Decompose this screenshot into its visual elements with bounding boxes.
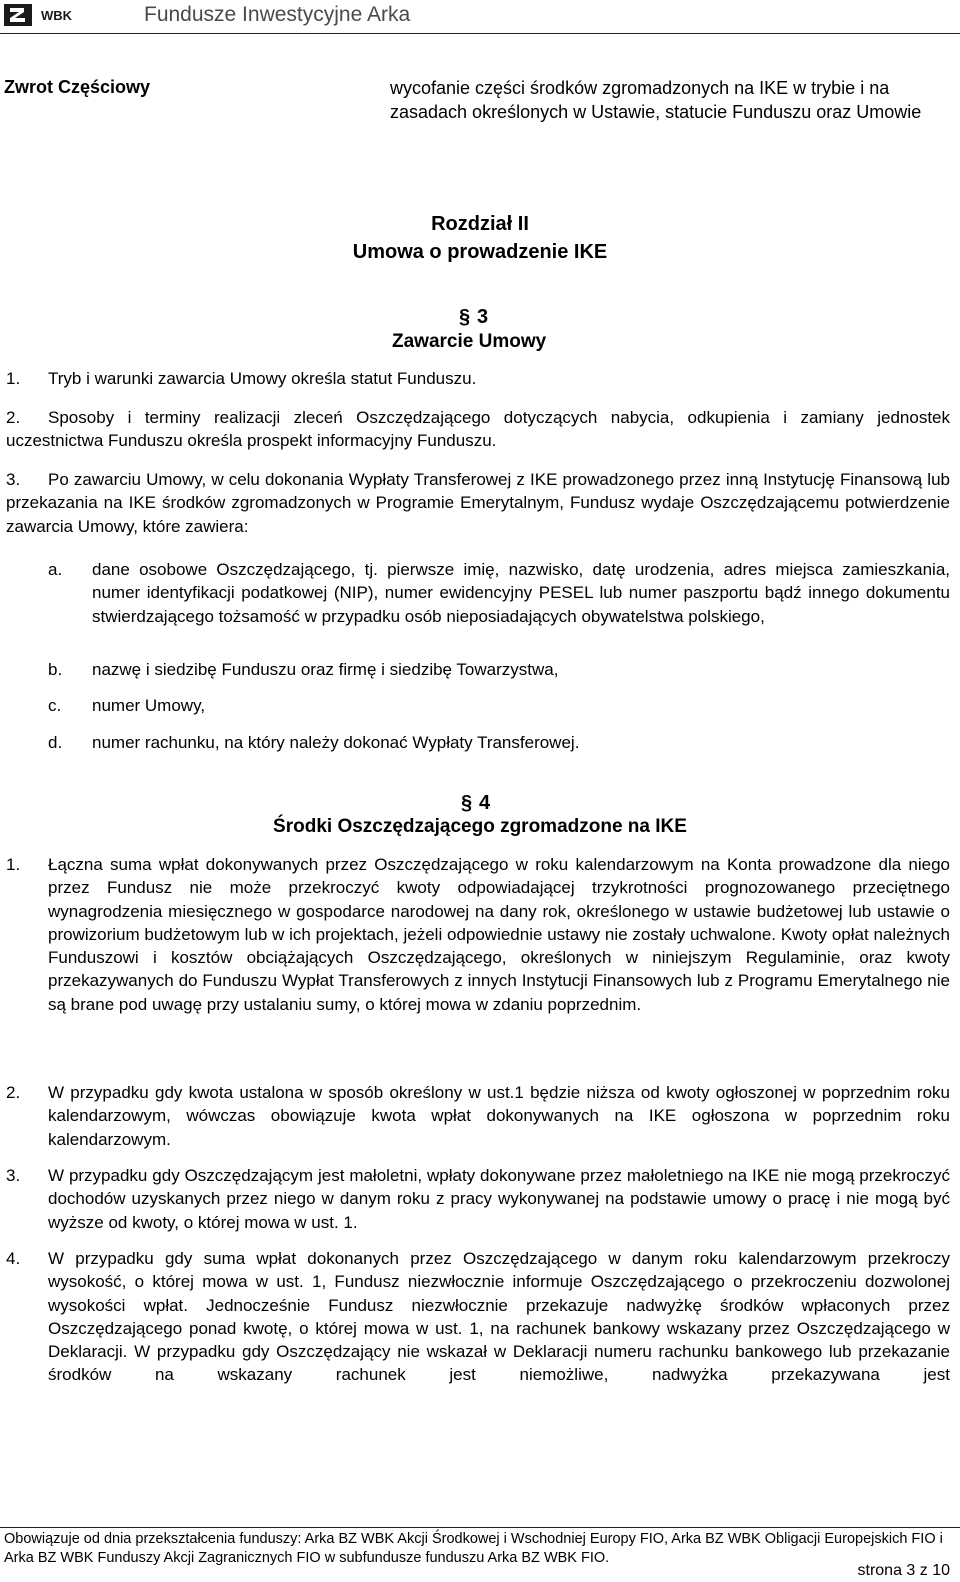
s4-item-3-num: 3.: [6, 1166, 21, 1185]
definition-text: wycofanie części środków zgromadzonych na IKE w trybie i na zasadach określonych w Ustawie, statucie Funduszu oraz Umowie: [390, 78, 922, 122]
s3-subitem-b-text: nazwę i siedzibę Funduszu oraz firmę i siedzibę Towarzystwa,: [92, 660, 559, 679]
s3-item-1-text: Tryb i warunki zawarcia Umowy określa statut Funduszu.: [48, 369, 477, 388]
s4-item-4-text: W przypadku gdy suma wpłat dokonanych przez Oszczędzającego w danym roku kalendarzowym przekroczy wysokość, o której mowa w ust. 1, Fundusz niezwłocznie informuje Oszczędzającego o przekroczeniu dozwolonej wysokości wpłat. Jednocześnie Fundusz niezwłocznie przekazuje nadwyżkę środków wpłaconych przez Oszczędzającego ponad kwotę, o której mowa w ust. 1, na rachunek bankowy wskazany przez Oszczędzającego w Deklaracji. W przypadku gdy Oszczędzający nie wskazał w Deklaracji numeru rachunku bankowego lub przekazanie środków na wskazany rachunek jest niemożliwe, nadwyżka przekazywana jest: [48, 1249, 950, 1385]
s3-item-2-body: Sposoby i terminy realizacji zleceń Oszczędzającego dotyczących nabycia, odkupienia i zamiany jednostek uczestnictwa Funduszu określa prospekt informacyjny Funduszu.: [6, 408, 950, 451]
s3-subitem-c-num: c.: [48, 696, 62, 715]
definition-term: Zwrot Częściowy: [4, 77, 151, 97]
page-number: strona 3 z 10: [857, 1562, 950, 1579]
s3-subitem-d-text: numer rachunku, na który należy dokonać Wypłaty Transferowej.: [92, 733, 580, 752]
page-header: [0, 0, 960, 32]
s3-subitem-d-num: d.: [48, 733, 63, 752]
footer-note: Obowiązuje od dnia przekształcenia funduszy: Arka BZ WBK Akcji Środkowej i Wschodniej Europy FIO, Arka BZ WBK Obligacji Europejskich FIO i Arka BZ WBK Funduszy Akcji Zagranicznych FIO w subfundusze funduszu Arka BZ WBK FIO.: [4, 1531, 943, 1566]
s3-item-3-num: 3.: [6, 470, 21, 489]
s3-item-1-num: 1.: [6, 369, 21, 388]
svg-text:WBK: WBK: [41, 8, 73, 23]
bz-wbk-logo: [4, 4, 120, 26]
section-4-sign: §: [461, 792, 473, 814]
s4-item-2-text: W przypadku gdy kwota ustalona w sposób określony w ust.1 będzie niższa od kwoty ogłoszonej w poprzednim roku kalendarzowym, wówczas obowiązuje kwota wpłat dokonywanych na IKE ogłoszona w poprzednim roku kalendarzowym.: [48, 1083, 950, 1149]
s3-item-3-text: Po zawarciu Umowy, w celu dokonania Wypłaty Transferowej z IKE prowadzonego przez inną Instytucję Finansową lub przekazania na IKE środków zgromadzonych w Programie Emerytalnym, Fundusz wydaje Oszczędzającemu potwierdzenie zawarcia Umowy, które zawiera:: [6, 470, 950, 536]
section-3-sign: §: [459, 306, 471, 328]
s3-subitem-a-num: a.: [48, 560, 63, 579]
header-divider: [0, 33, 960, 34]
section-3-number: 3: [477, 306, 489, 328]
section-3-title: Zawarcie Umowy: [392, 331, 547, 352]
s3-subitem-a-text: dane osobowe Oszczędzającego, tj. pierwsze imię, nazwisko, datę urodzenia, adres miejsca zamieszkania, numer identyfikacji podatkowej (NIP), numer ewidencyjny PESEL lub numer paszportu bądź innego dokumentu stwierdzającego tożsamość w przypadku osób nieposiadających obywatelstwa polskiego,: [92, 560, 950, 626]
s4-item-1-num: 1.: [6, 855, 21, 874]
s4-item-3-text: W przypadku gdy Oszczędzającym jest małoletni, wpłaty dokonywane przez małoletniego na IKE nie mogą przekroczyć dochodów uzyskanych przez niego w danym roku z pracy wykonywanej na podstawie umowy o pracę i nie mogą być wyższe od kwoty, o której mowa w ust. 1.: [48, 1166, 950, 1232]
s3-subitem-c-text: numer Umowy,: [92, 696, 206, 715]
s3-subitem-b-num: b.: [48, 660, 63, 679]
section-4-number: 4: [479, 792, 491, 814]
chapter-number: Rozdział II: [431, 213, 529, 235]
header-title: Fundusze Inwestycyjne Arka: [144, 3, 411, 26]
s4-item-2-num: 2.: [6, 1083, 21, 1102]
footer-divider: [0, 1527, 960, 1528]
s3-item-2-num: 2.: [6, 408, 21, 427]
s4-item-1-text: Łączna suma wpłat dokonywanych przez Oszczędzającego w roku kalendarzowym na Konta prowadzone dla niego przez Fundusz nie może przekroczyć kwoty odpowiadającej trzykrotności prognozowanego przeciętnego wynagrodzenia miesięcznego w gospodarce narodowej na dany rok, określonego w ustawie budżetowej lub ustawie o prowizorium budżetowym lub w ich projektach, jeżeli odpowiednie ustawy nie zostały uchwalone. Kwoty opłat należnych Funduszowi i kosztów obciążających Oszczędzającego, określonych w niniejszym Regulaminie, oraz kwoty przekazywanych do Funduszu Wypłat Transferowych z innych Instytucji Finansowych lub z Programu Emerytalnego nie są brane pod uwagę przy ustalaniu sumy, o której mowa w zdaniu poprzednim.: [48, 855, 950, 1014]
s4-item-4-num: 4.: [6, 1249, 21, 1268]
chapter-title: Umowa o prowadzenie IKE: [352, 241, 608, 263]
section-4-title: Środki Oszczędzającego zgromadzone na IKE: [273, 816, 687, 837]
